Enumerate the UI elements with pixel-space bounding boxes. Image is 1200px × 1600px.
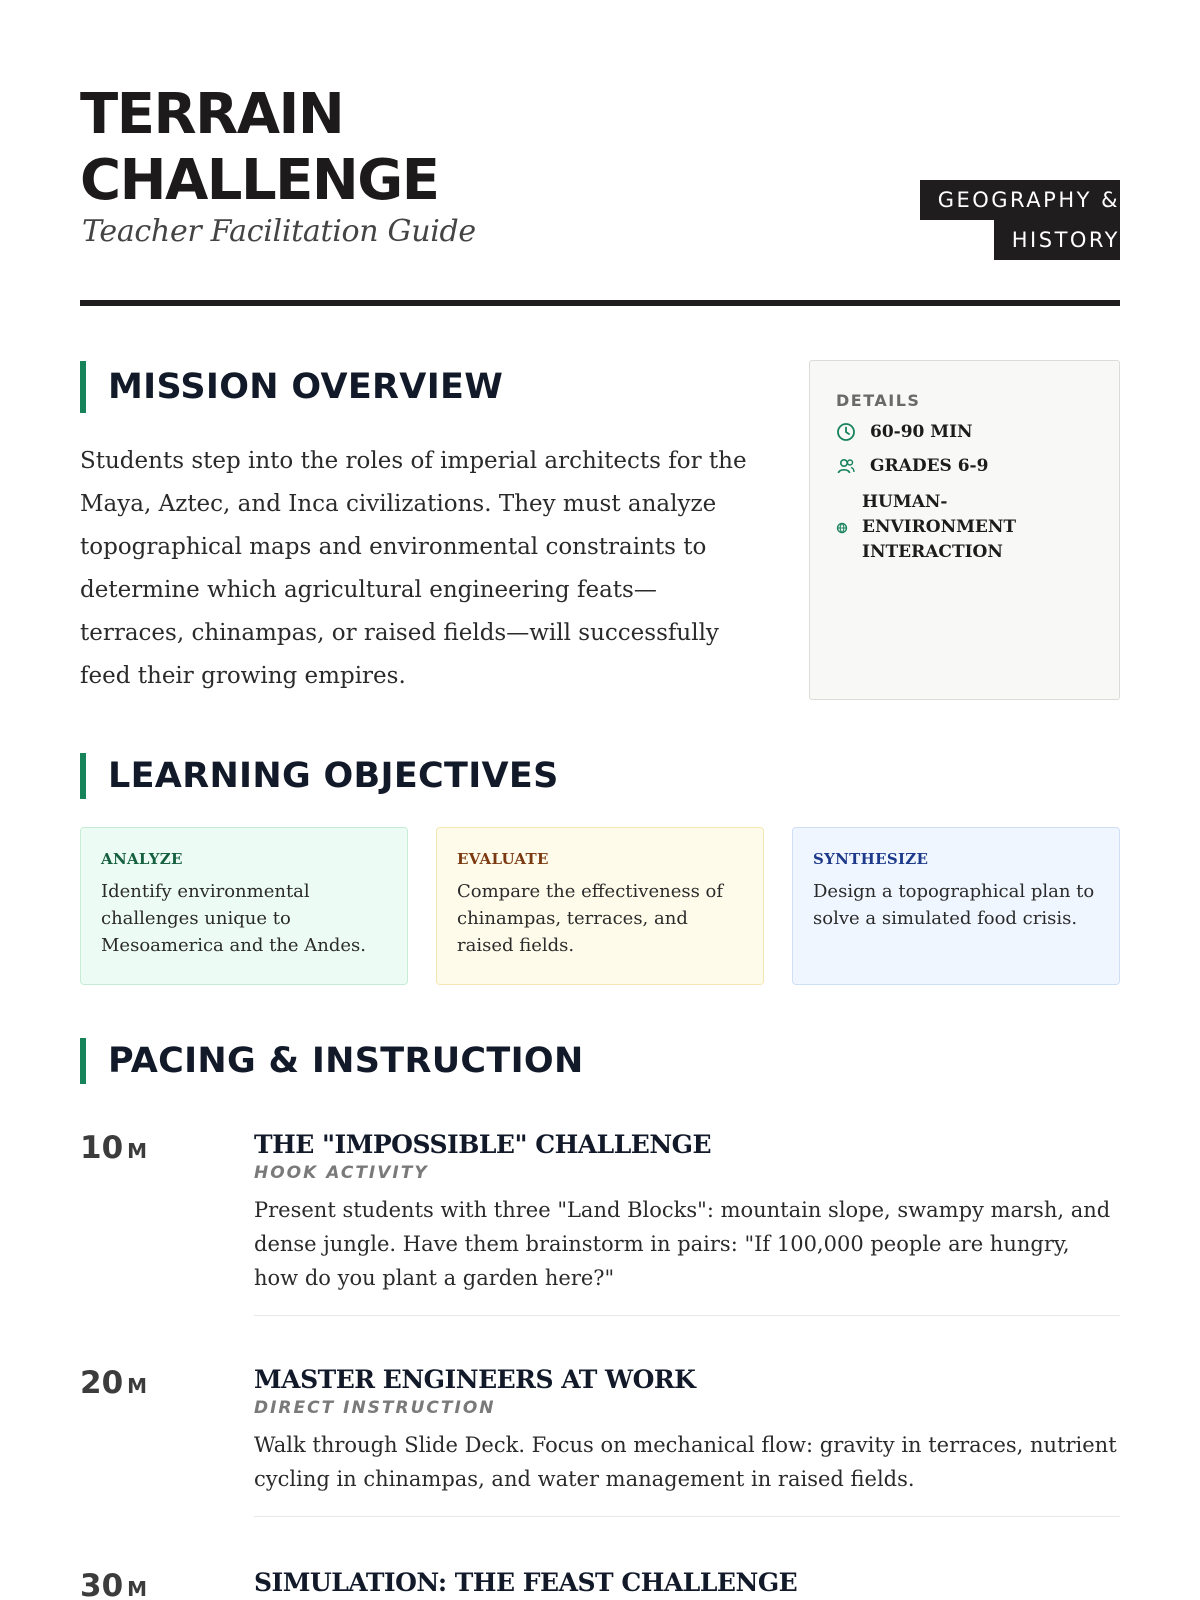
pacing-body: [254, 1130, 1120, 1316]
objective-tag: EVALUATE: [457, 850, 549, 868]
subject-line-2: HISTORY: [994, 220, 1120, 260]
objective-card-synthesize: [792, 827, 1120, 985]
guide-page: [80, 0, 1120, 1600]
pacing-divider: [254, 1516, 1120, 1517]
objective-text: Identify environmental challenges unique to Mesoamerica and the Andes.: [101, 881, 366, 956]
detail-duration: [836, 422, 1093, 442]
pacing-description: Walk through Slide Deck. Focus on mechanical flow: gravity in terraces, nutrient cycling in chinampas, and water management in raised fields.: [254, 1433, 1117, 1491]
pacing-unit: M: [127, 1577, 148, 1600]
section-header-objectives: [80, 753, 559, 799]
detail-duration-text: 60-90 MIN: [870, 422, 973, 442]
globe-icon: [836, 518, 848, 538]
detail-theme-text: HUMAN-ENVIRONMENT INTERACTION: [862, 492, 1017, 562]
pacing-time: [80, 1130, 147, 1166]
objective-tag: SYNTHESIZE: [813, 850, 929, 868]
section-header-pacing: [80, 1038, 584, 1084]
pacing-time: [80, 1365, 147, 1401]
page-subtitle: Teacher Facilitation Guide: [82, 214, 476, 249]
objective-tag: ANALYZE: [101, 850, 183, 868]
pacing-body: [254, 1568, 1120, 1597]
pacing-minutes: 10: [80, 1130, 124, 1166]
section-accent-bar: [80, 753, 86, 799]
pacing-title: SIMULATION: THE FEAST CHALLENGE: [254, 1568, 798, 1597]
details-panel: [809, 360, 1120, 700]
detail-grades: [836, 456, 1093, 476]
pacing-kind: DIRECT INSTRUCTION: [254, 1398, 496, 1418]
title-line-2: CHALLENGE: [80, 148, 439, 213]
pacing-unit: M: [127, 1374, 148, 1398]
pacing-body: [254, 1365, 1120, 1517]
pacing-unit: M: [127, 1139, 148, 1163]
pacing-description: Present students with three "Land Blocks": mountain slope, swampy marsh, and dense jungle. Have them brainstorm in pairs: "If 100,000 people are hungry, how do you plant a garden here?": [254, 1198, 1111, 1290]
header-divider: [80, 300, 1120, 306]
pacing-minutes: 20: [80, 1365, 124, 1401]
page-title: [80, 82, 439, 214]
section-title-pacing: PACING & INSTRUCTION: [108, 1041, 584, 1081]
section-accent-bar: [80, 361, 86, 413]
clock-icon: [836, 422, 856, 442]
pacing-title: THE "IMPOSSIBLE" CHALLENGE: [254, 1130, 712, 1159]
pacing-divider: [254, 1315, 1120, 1316]
section-title-overview: MISSION OVERVIEW: [108, 367, 504, 407]
section-header-overview: [80, 361, 503, 413]
detail-theme: [836, 490, 1093, 565]
detail-grades-text: GRADES 6-9: [870, 456, 989, 476]
objective-card-analyze: [80, 827, 408, 985]
subject-badge: [898, 180, 1120, 260]
section-accent-bar: [80, 1038, 86, 1084]
subject-line-1: GEOGRAPHY &: [920, 180, 1120, 220]
objective-card-evaluate: [436, 827, 764, 985]
title-line-1: TERRAIN: [80, 82, 344, 147]
section-title-objectives: LEARNING OBJECTIVES: [108, 756, 559, 796]
pacing-time: [80, 1568, 147, 1600]
details-label: DETAILS: [836, 391, 921, 410]
pacing-kind: HOOK ACTIVITY: [254, 1163, 429, 1183]
pacing-minutes: 30: [80, 1568, 124, 1600]
objective-text: Design a topographical plan to solve a simulated food crisis.: [813, 881, 1095, 929]
objective-text: Compare the effectiveness of chinampas, terraces, and raised fields.: [457, 881, 724, 956]
overview-text: Students step into the roles of imperial architects for the Maya, Aztec, and Inca civilizations. They must analyze topographical maps and environmental constraints to determine which agricultural engineering feats—terraces, chinampas, or raised fields—will successfully feed their growing empires.: [80, 448, 747, 689]
pacing-title: MASTER ENGINEERS AT WORK: [254, 1365, 696, 1394]
users-icon: [836, 456, 856, 476]
